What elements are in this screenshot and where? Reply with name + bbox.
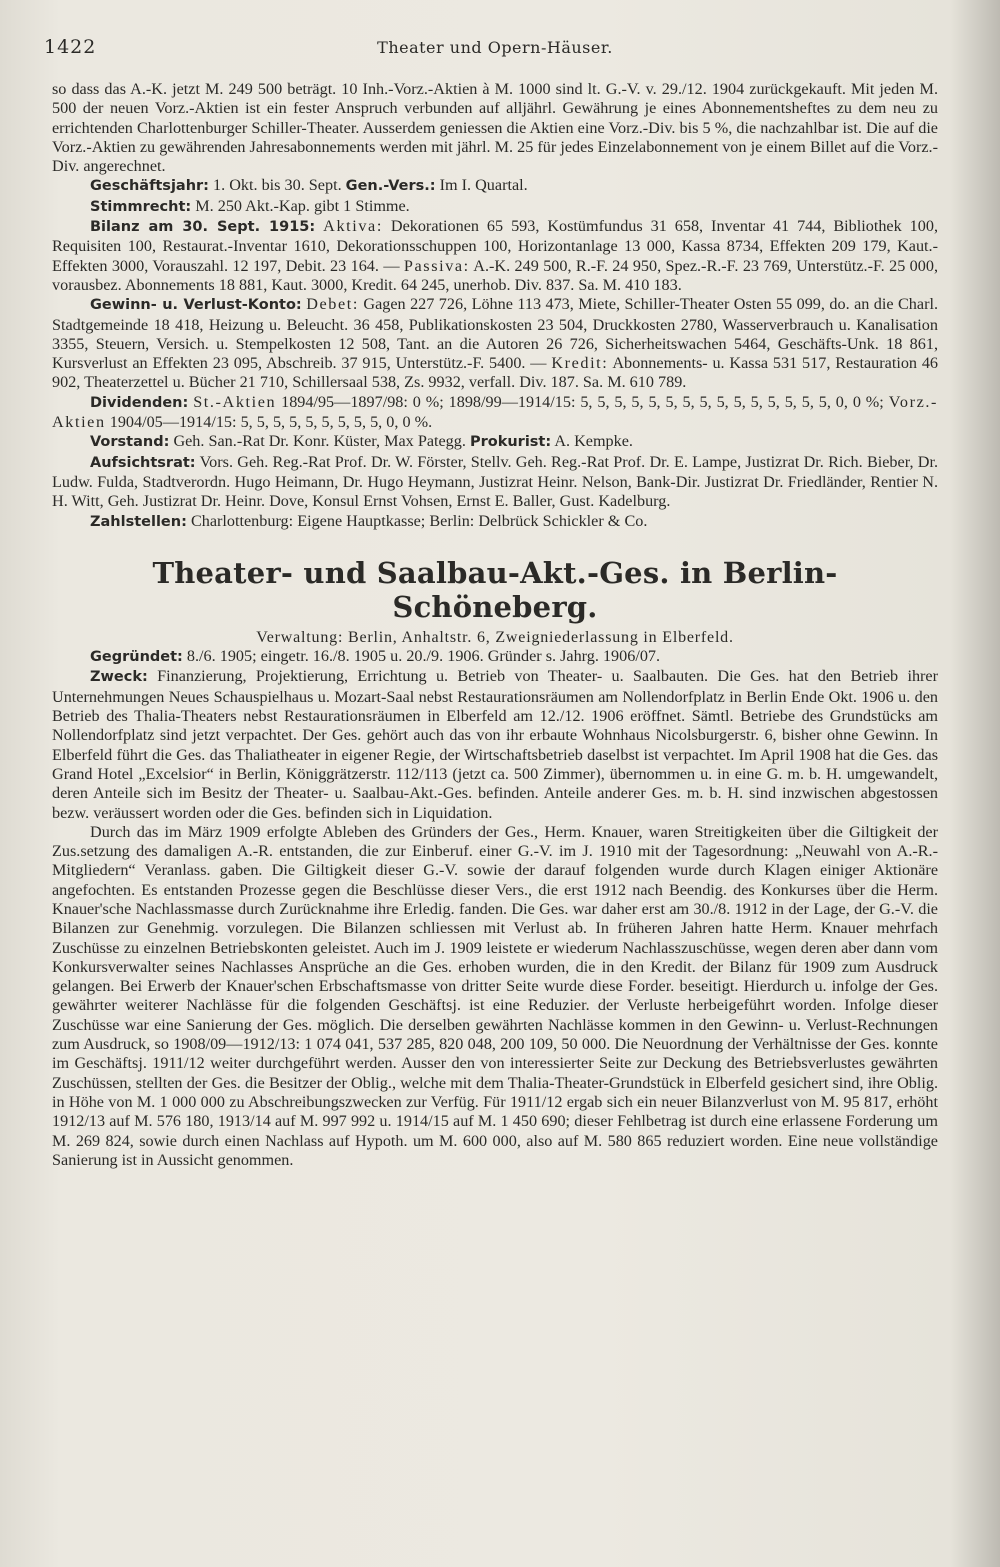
label-dividenden: Dividenden: xyxy=(90,394,189,411)
paragraph-dividenden xyxy=(52,393,938,433)
paragraph-intro: so dass das A.-K. jetzt M. 249 500 beträgt. 10 Inh.-Vorz.-Aktien à M. 1000 sind lt. G.-V. v. 29./12. 1904 zurückgekauft. Mit jeden M. 500 der neuen Vorz.-Aktien ist ein fester Anspruch verbunden auf alljährl. Gewährung je eines Abonnementsheftes zu dem neu zu errichtenden Charlottenburger Schiller-Theater. Ausserdem geniessen die Aktien eine Vorz.-Div. bis 5 %, die nachzahlbar ist. Die auf die Vorz.-Aktien zu gewährenden Jahresabonnements werden mit jährl. M. 25 für jedes Einzelabonnement von je einem Billet auf die Vorz.-Div. angerechnet. xyxy=(52,80,938,176)
label-genvers: Gen.-Vers.: xyxy=(345,178,436,195)
label-zweck: Zweck: xyxy=(90,669,148,686)
company-title: Theater- und Saalbau-Akt.-Ges. in Berlin-Schöneberg. xyxy=(152,555,838,624)
label-aufsichtsrat: Aufsichtsrat: xyxy=(90,454,196,471)
paragraph-gewinn-verlust xyxy=(52,295,938,392)
text-gegruendet: 8./6. 1905; eingetr. 16./8. 1905 u. 20./9. 1906. Gründer s. Jahrg. 1906/07. xyxy=(186,647,661,666)
label-gewinn-verlust: Gewinn- u. Verlust-Konto: xyxy=(90,297,302,314)
label-aktiva: Aktiva: xyxy=(323,217,383,236)
paragraph-geschaeftsjahr xyxy=(52,176,938,196)
label-gegruendet: Gegründet: xyxy=(90,649,183,666)
verwaltung-line: Verwaltung: Berlin, Anhaltstr. 6, Zweigniederlassung in Elberfeld. xyxy=(256,628,734,646)
section-schoeneberg xyxy=(52,647,938,1170)
text-bilanz-aktiva: Dekorationen 65 593, Kostümfundus 31 658, Inventar 41 744, Bibliothek 100, Requisiten 100, Restaurat.-Inventar 1610, Dekorationsschuppen 100, Horizontanlage 13 000, Kassa 8734, Effekten 209 179, Kaut.-Effekten 3000, Vorauszahl. 12 197, Debit. 23 164. — xyxy=(52,217,938,275)
text-geschaeftsjahr: 1. Okt. bis 30. Sept. xyxy=(213,176,342,195)
text-genvers: Im I. Quartal. xyxy=(439,176,528,195)
paragraph-vorstand xyxy=(52,432,938,452)
label-kredit: Kredit: xyxy=(551,354,609,373)
paragraph-aufsichtsrat xyxy=(52,453,938,512)
label-vorz-aktien: Vorz.-Aktien xyxy=(52,392,938,432)
text-prokurist: A. Kempke. xyxy=(554,432,633,451)
paragraph-stimmrecht xyxy=(52,197,938,217)
paragraph-knauer: Durch das im März 1909 erfolgte Ableben des Gründers der Ges., Herm. Knauer, waren Streitigkeiten über die Giltigkeit der Zus.setzung des damaligen A.-R. entstanden, die zur Einberuf. einer G.-V. im J. 1910 mit der Tagesordnung: „Neuwahl von A.-R.-Mitgliedern“ Veranlass. gaben. Die Giltigkeit dieser G.-V. sowie der darauf folgenden wurde durch Klagen einiger Aktionäre angefochten. Es entstanden Prozesse gegen die Beschlüsse dieser Vers., die erst 1912 nach Beendig. des Konkurses über die Herm. Knauer'sche Nachlassmasse durch Zurücknahme ihre Erledig. fanden. Die Ges. war daher erst am 30./8. 1912 in der Lage, der G.-V. die Bilanzen zur Genehmig. vorzulegen. Die Bilanzen schliessen mit Verlust ab. In früheren Jahren hatte Herm. Knauer mehrfach Zuschüsse zu einzelnen Betriebskonten geleistet. Auch im J. 1909 leistete er wiederum Nachlasszuschüsse, wegen deren aber dann vom Konkursverwalter seines Nachlasses Ansprüche an die Ges. erhoben wurden, die in den Kredit. der Bilanz für 1909 zum Ausdruck gelangen. Bei Erwerb der Knauer'schen Erbschaftsmasse von dritter Seite wurde diese Forder. beseitigt. Hierdurch u. infolge der Ges. gewährter weiterer Nachlässe für die folgenden Geschäftsj. ist eine Reduzier. der Verluste herbeigeführt worden. Infolge dieser Zuschüsse war eine Sanierung der Ges. möglich. Die derselben gewährten Nachlässe kommen in den Gewinn- u. Verlust-Rechnungen zum Ausdruck, so 1908/09—1912/13: 1 074 041, 537 285, 820 048, 200 109, 50 000. Die Neuordnung der Verhältnisse der Ges. konnte im Geschäftsj. 1911/12 weiter durchgeführt werden. Ausser den von interessierter Seite zur Deckung des Betriebsverlustes gewährten Zuschüssen, stellten der Ges. die Besitzer der Oblig., welche mit dem Thalia-Theater-Grundstück in Elberfeld gesichert sind, ihre Oblig. in Höhe von M. 1 000 000 zu Abschreibungszwecken zur Verfüg. Für 1911/12 ergab sich ein neuer Bilanzverlust von M. 95 817, erhöht 1912/13 auf M. 576 180, 1913/14 auf M. 997 992 u. 1914/15 auf M. 1 450 690; dieser Fehlbetrag ist durch eine erlassene Forderung um M. 269 824, sowie durch einen Nachlass auf Hypoth. um M. 600 000, also auf M. 580 865 reduziert worden. Eine neue vollständige Sanierung ist in Aussicht genommen. xyxy=(52,822,938,1169)
paragraph-zahlstellen xyxy=(52,512,938,532)
text-bilanz-passiva: A.-K. 249 500, R.-F. 24 950, Spez.-R.-F. 23 769, Unterstütz.-F. 25 000, vorausbez. Abonnements 18 881, Kaut. 3000, Kredit. 64 245, unerhob. Div. 837. Sa. M. 410 183. xyxy=(52,256,938,294)
text-guv-kredit: Abonnements- u. Kassa 531 517, Restauration 46 902, Theaterzettel u. Bücher 21 710, Schillersaal 538, Zs. 9932, verfall. Div. 187. Sa. M. 610 789. xyxy=(52,354,939,392)
label-prokurist: Prokurist: xyxy=(469,434,552,451)
label-debet: Debet: xyxy=(306,295,359,314)
label-vorstand: Vorstand: xyxy=(90,434,170,451)
running-title: Theater und Opern-Häuser. xyxy=(377,38,613,57)
label-st-aktien: St.-Aktien xyxy=(193,392,277,411)
text-dividenden-st-aktien: 1894/95—1897/98: 0 %; 1898/99—1914/15: 5, 5, 5, 5, 5, 5, 5, 5, 5, 5, 5, 5, 5, 5, 5, 0, 0 %; xyxy=(281,392,884,411)
label-bilanz: Bilanz am 30. Sept. 1915: xyxy=(90,219,316,236)
paragraph-gegruendet xyxy=(52,647,938,667)
text-aufsichtsrat: Vors. Geh. Reg.-Rat Prof. Dr. W. Förster, Stellv. Geh. Reg.-Rat Prof. Dr. E. Lampe, Justizrat Dr. Rich. Bieber, Dr. Ludw. Fulda, Stadtverordn. Hugo Heimann, Dr. Hugo Heymann, Justizrat Heinr. Nelson, Bank-Dir. Justizrat Dr. Friedländer, Rentier N. H. Witt, Geh. Justizrat Dr. Heinr. Dove, Konsul Ernst Vohsen, Ernst E. Baller, Gust. Kadelburg. xyxy=(52,452,938,511)
paragraph-bilanz xyxy=(52,217,938,295)
page-header xyxy=(44,36,938,66)
label-passiva: Passiva: xyxy=(403,256,470,275)
label-stimmrecht: Stimmrecht: xyxy=(90,198,192,215)
text-vorstand: Geh. San.-Rat Dr. Konr. Küster, Max Pategg. xyxy=(173,432,466,451)
text-zahlstellen: Charlottenburg: Eigene Hauptkasse; Berlin: Delbrück Schickler & Co. xyxy=(190,511,648,530)
label-geschaeftsjahr: Geschäftsjahr: xyxy=(90,178,209,195)
text-zweck: Finanzierung, Projektierung, Errichtung u. Betrieb von Theater- u. Saalbauten. Die Ges. hat den Betrieb ihrer Unternehmungen Neues Schauspielhaus u. Mozart-Saal nebst Restaurationsräumen am Nollendorfplatz in Berlin Ende Okt. 1906 u. den Betrieb des Thalia-Theaters nebst Restaurationsräumen in Elberfeld am 12./12. 1906 eröffnet. Sämtl. Betriebe des Grundstücks am Nollendorfplatz sind jetzt verpachtet. Der Ges. gehört auch das von ihr erbaute Wohnhaus Nicolsburgerstr. 6, bisher ohne Gewinn. In Elberfeld führt die Ges. das Thaliatheater in eigener Regie, der Wirtschaftsbetrieb daselbst ist verpachtet. Im April 1908 hat die Ges. das Grand Hotel „Excelsior“ in Berlin, Königgrätzerstr. 112/113 (jetzt ca. 500 Zimmer), übernommen u. in eine G. m. b. H. umgewandelt, deren Anteile sich im Besitz der Theater- u. Saalbau-Akt.-Ges. befinden. Anteile anderer Ges. m. b. H. sind inzwischen abgestossen bezw. veräussert worden oder die Ges. befinden sich in Liquidation. xyxy=(52,667,939,822)
paragraph-zweck xyxy=(52,667,938,822)
label-zahlstellen: Zahlstellen: xyxy=(90,513,187,530)
text-dividenden-vorz-aktien: 1904/05—1914/15: 5, 5, 5, 5, 5, 5, 5, 5, 5, 0, 0 %. xyxy=(109,413,433,432)
section-charlottenburg xyxy=(52,80,938,532)
text-guv-debet: Gagen 227 726, Löhne 113 473, Miete, Schiller-Theater Osten 55 099, do. an die Charl. Stadtgemeinde 18 418, Heizung u. Beleucht. 36 458, Publikationskosten 23 504, Druckkosten 2780, Wasserverbrauch u. Kanalisation 3355, Steuern, Versich. u. Stempelkosten 12 508, Tant. an die Autoren 26 726, Sicherheitswachen 5464, Geschäfts-Unk. 18 861, Kursverlust an Effekten 23 095, Abschreib. 37 915, Unterstütz.-F. 5400. — xyxy=(52,295,939,373)
text-stimmrecht: M. 250 Akt.-Kap. gibt 1 Stimme. xyxy=(195,196,410,215)
page-number: 1422 xyxy=(44,36,97,58)
